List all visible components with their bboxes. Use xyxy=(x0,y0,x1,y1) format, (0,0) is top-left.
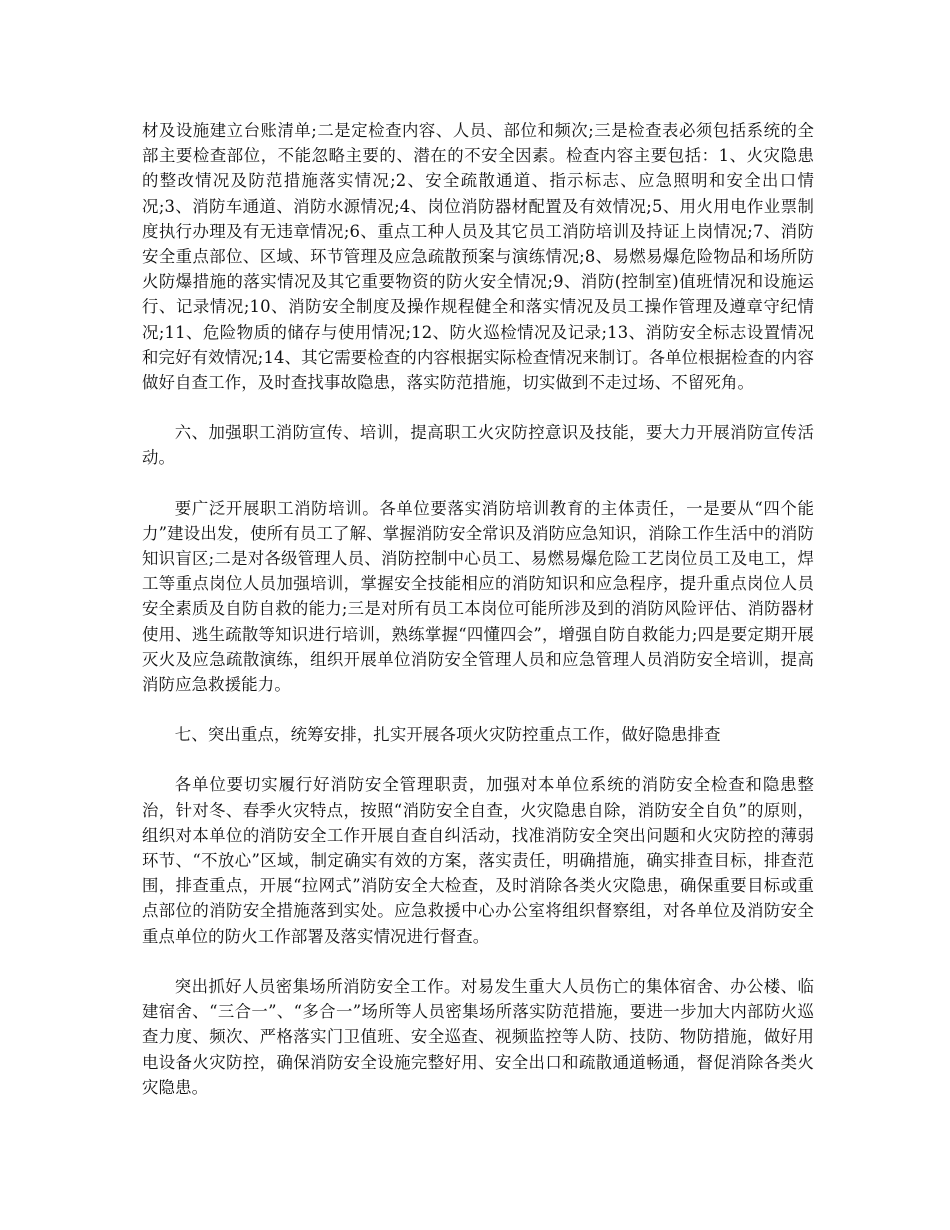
document-body xyxy=(142,118,814,1125)
heading-section-seven: 七、突出重点，统筹安排，扎实开展各项火灾防控重点工作，做好隐患排查 xyxy=(174,725,721,745)
paragraph-inspection-content: 材及设施建立台账清单;二是定检查内容、人员、部位和频次;三是检查表必须包括系统的全部主要检查部位，不能忽略主要的、潜在的不安全因素。检查内容主要包括：1、火灾隐患的整改情况及防范措施落实情况;2、安全疏散通道、指示标志、应急照明和安全出口情况;3、消防车通道、消防水源情况;4、岗位消防器材配置及有效情况;5、用火用电作业票制度执行办理及有无违章情况;6、重点工种人员及其它员工消防培训及持证上岗情况;7、消防安全重点部位、区域、环节管理及应急疏散预案与演练情况;8、易燃易爆危险物品和场所防火防爆措施的落实情况及其它重要物资的防火安全情况;9、消防(控制室)值班情况和设施运行、记录情况;10、消防安全制度及操作规程健全和落实情况及员工操作管理及遵章守纪情况;11、危险物质的储存与使用情况;12、防火巡检情况及记录;13、消防安全标志设置情况和完好有效情况;14、其它需要检查的内容根据实际检查情况来制订。各单位根据检查的内容做好自查工作，及时查找事故隐患，落实防范措施，切实做到不走过场、不留死角。 xyxy=(142,121,814,393)
paragraph-training: 要广泛开展职工消防培训。各单位要落实消防培训教育的主体责任，一是要从“四个能力”建设出发，使所有员工了解、掌握消防安全常识及消防应急知识，消除工作生活中的消防知识盲区;二是对各级管理人员、消防控制中心员工、易燃易爆危险工艺岗位员工及电工，焊工等重点岗位人员加强培训，掌握安全技能相应的消防知识和应急程序，提升重点岗位人员安全素质及自防自救的能力;三是对所有员工本岗位可能所涉及到的消防风险评估、消防器材使用、逃生疏散等知识进行培训，熟练掌握“四懂四会”，增强自防自救能力;四是要定期开展灭火及应急疏散演练，组织开展单位消防安全管理人员和应急管理人员消防安全培训，提高消防应急救援能力。 xyxy=(142,498,814,695)
paragraph-hazard-check: 各单位要切实履行好消防安全管理职责，加强对本单位系统的消防安全检查和隐患整治，针对冬、春季火灾特点，按照“消防安全自查，火灾隐患自除，消防安全自负”的原则，组织对本单位的消防安全工作开展自查自纠活动，找准消防安全突出问题和火灾防控的薄弱环节、“不放心”区域，制定确实有效的方案，落实责任，明确措施，确实排查目标，排查范围，排查重点，开展“拉网式”消防安全大检查，及时消除各类火灾隐患，确保重要目标或重点部位的消防安全措施落到实处。应急救援中心办公室将组织督察组，对各单位及消防安全重点单位的防火工作部署及落实情况进行督查。 xyxy=(142,775,814,946)
heading-section-six: 六、加强职工消防宣传、培训，提高职工火灾防控意识及技能，要大力开展消防宣传活动。 xyxy=(142,423,814,468)
paragraph-crowded-places: 突出抓好人员密集场所消防安全工作。对易发生重大人员伤亡的集体宿舍、办公楼、临建宿舍、“三合一”、“多合一”场所等人员密集场所落实防范措施，要进一步加大内部防火巡查力度、频次、严格落实门卫值班、安全巡查、视频监控等人防、技防、物防措施，做好用电设备火灾防控，确保消防安全设施完整好用、安全出口和疏散通道畅通，督促消除各类火灾隐患。 xyxy=(142,976,814,1097)
